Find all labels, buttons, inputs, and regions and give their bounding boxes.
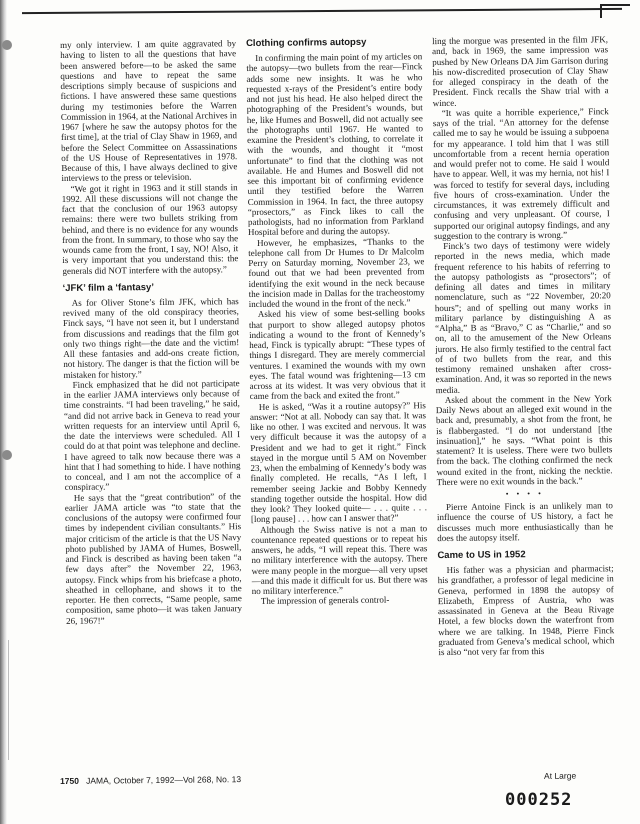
- page-footer-line: [60, 774, 241, 786]
- section-heading: Came to US in 1952: [437, 549, 526, 562]
- column-3: [432, 34, 616, 756]
- paragraph: my only interview. I am quite aggravated by having to listen to all the questions that have been answered before—to be asked the same questions and have to repeat the same descriptions simply because of suspicions and fictions. I have answered these same questions during my testimonies before the Warren Commission in 1964, at the National Archives in 1967 [where he saw the autopsy photos for the first time], at the trial of Clay Shaw in 1969, and before the Select Committee on Assassinations of the US House of Representatives in 1978. Because of this, I have always declined to give interviews to the press or television.: [60, 38, 238, 184]
- section-heading: Clothing confirms autopsy: [245, 36, 367, 50]
- document-number-stamp: 000252: [505, 790, 573, 810]
- margin-line: [8, 640, 9, 760]
- paragraph: The impression of generals control-: [260, 594, 390, 607]
- top-corner-rule: [600, 4, 630, 18]
- column-1: [60, 38, 244, 760]
- section-heading: ‘JFK’ film a ‘fantasy’: [62, 281, 154, 294]
- paragraph: Asked his view of some best-selling books that purport to show alleged autopsy photos indicating a wound to the front of Kennedy’s head, Finck is typically abrupt: “These types of things I disregard. They are merely commercial ventures. I examined the wounds with my own eyes. The fatal wound was frightening—13 cm across at its widest. It was very obvious that it came from the back and exited the front.”: [248, 307, 426, 402]
- scan-edge-shadow: [0, 0, 7, 824]
- journal-citation: JAMA, October 7, 1992—Vol 268, No. 13: [86, 774, 242, 786]
- paragraph: “It was quite a horrible experience,” Finck says of the trial. “An attorney for the defense called me to say he would be issuing a subpoena for my appearance. I told him that I was still uncomfortable from a recent hernia operation and would prefer not to come. He said I would have to appear. Well, it was my hernia, not his! I was forced to testify for several days, including five hours of cross-examination. Under the circumstances, it was extremely difficult and confusing and very unpleasant. Of course, I supported our original autopsy findings, and any suggestion to the contrary is wrong.”: [432, 106, 611, 241]
- paragraph: Although the Swiss native is not a man to countenance repeated questions or to repeat his answers, he adds, “I will repeat this. There was no military interference with the autopsy. There were many people in the morgue—all very upset—and this made it difficult for us. But there was no military interference.”: [251, 522, 428, 597]
- paragraph: In confirming the main point of my articles on the autopsy—two bullets from the rear—Finck adds some new insights. It was he who requested x-rays of the President’s entire body and not just his head. He also helped direct the photographing of the President’s wounds, but he, like Humes and Boswell, did not actually see the photographs until 1967. He wanted to examine the President’s clothing, to correlate it with the wounds, and thought it “most unfortunate” to find that the clothing was not available. He and Humes and Boswell did not see this important bit of confirming evidence until they testified before the Warren Commission in 1964. In fact, the three autopsy “prosectors,” as Finck likes to call the pathologists, had no information from Parkland Hospital before and during the autopsy.: [246, 51, 424, 238]
- running-footer-right: At Large: [543, 770, 577, 781]
- punch-hole-mark: [2, 450, 12, 460]
- article-columns: [60, 34, 628, 760]
- paragraph: However, he emphasizes, “Thanks to the telephone call from Dr Humes to Dr Malcolm Perry on Saturday morning, November 23, we found out that we had been prevented from identifying the exit wound in the neck because the incision made in Dallas for the tracheostomy included the wound in the front of the neck.”: [248, 235, 425, 310]
- paragraph: “We got it right in 1963 and it still stands in 1992. All these discussions will not change the fact that the conclusion of our 1963 autopsy remains: there were two bullets striking from behind, and there is no evidence for any wounds from the front. In summary, to those who say the wounds came from the front, I say, NO! Also, it is very important that you understand this: the generals did NOT interfere with the autopsy.”: [61, 181, 239, 276]
- column-2: [246, 36, 430, 758]
- paragraph: As for Oliver Stone’s film JFK, which has revived many of the old conspiracy theories, Finck says, “I have not seen it, but I understand from discussions and readings that the film got only two things right—the date and the victim! All these fantasies and add-ons create fiction, not history. The danger is that the fiction will be mistaken for history.”: [62, 295, 240, 380]
- top-rule: [22, 8, 622, 14]
- paragraph: He is asked, “Was it a routine autopsy?” His answer: “Not at all. Nobody can say that. It was like no other. I was excited and nervous. It was very difficult because it was the autopsy of a President and we had to get it right.” Finck stayed in the morgue until 5 AM on November 23, when the embalming of Kennedy’s body was finally completed. He recalls, “As I left, I remember seeing Jackie and Bobby Kennedy standing together outside the hospital. How did they look? They looked quite— . . . quite . . . [long pause] . . . how can I answer that?”: [249, 399, 427, 525]
- punch-hole-mark: [2, 40, 12, 50]
- paragraph: He says that the “great contribution” of the earlier JAMA article was “to state that the conclusions of the autopsy were confirmed four times by independent civilian consultants.” His major criticism of the article is that the US Navy photo published by JAMA of Humes, Boswell, and Finck is described as having been taken “a few days after” the November 22, 1963, autopsy. Finck whips from his briefcase a photo, sheathed in cellophane, and shows it to the reporter. He then corrects, “Same people, same composition, same photo—it was taken January 26, 1967!”: [64, 490, 243, 626]
- paragraph: Asked about the comment in the New York Daily News about an alleged exit wound in the back and, presumably, a shot from the front, he is flabbergasted. “I do not understand [the insinuation],” he says. “What point is this statement? It is useless. There were two bullets from the back. The clothing confirmed the neck wound exited in the front, nicking the necktie. There were no exit wounds in the back.”: [435, 392, 613, 487]
- section-separator: • • • •: [505, 488, 544, 499]
- page-number: 1750: [60, 775, 80, 786]
- paragraph: His father was a physician and pharmacist; his grandfather, a professor of legal medicine in Geneva, performed in 1898 the autopsy of Elizabeth, Empress of Austria, who was assassinated in Geneva at the Beau Rivage Hotel, a few blocks down the waterfront from where we are talking. In 1948, Pierre Finck graduated from Geneva’s medical school, which is also “not very far from this: [437, 563, 615, 658]
- paragraph: Finck’s two days of testimony were widely reported in the news media, which made frequent reference to his habits of referring to the autopsy pathologists as “prosectors”; of defining all dates and times in military nomenclature, such as “22 November, 20:20 hours”; and of spelling out many works in military parlance by distinguishing A as “Alpha,” B as “Bravo,” C as “Charlie,” and so on, all to the amusement of the New Orleans jurors. He also firmly testified to the central fact of of two bullets from the rear, and this testimony remained unshaken after cross-examination. And, it was so reported in the news media.: [434, 239, 612, 395]
- paragraph: ling the morgue was presented in the film JFK, and, back in 1969, the same impression was pushed by New Orleans DA Jim Garrison during his now-discredited prosecution of Clay Shaw for alleged conspiracy in the death of the President. Finck recalls the Shaw trial with a wince.: [431, 34, 609, 108]
- page-footer: [60, 770, 590, 790]
- paragraph: Finck emphasized that he did not participate in the earlier JAMA interviews only because of time constraints. “I had been traveling,” he said, “and did not arrive back in Geneva to read your written requests for an interview until April 6, the date the interviews were scheduled. All I could do at that point was telephone and decline. I have agreed to talk now because there was a hint that I had something to hide. I have nothing to conceal, and I am not the accomplice of a conspiracy.”: [63, 377, 241, 493]
- paragraph: Pierre Antoine Finck is an unlikely man to influence the course of US history, a fact he discusses much more enthusiastically than he does the autopsy itself.: [436, 500, 614, 543]
